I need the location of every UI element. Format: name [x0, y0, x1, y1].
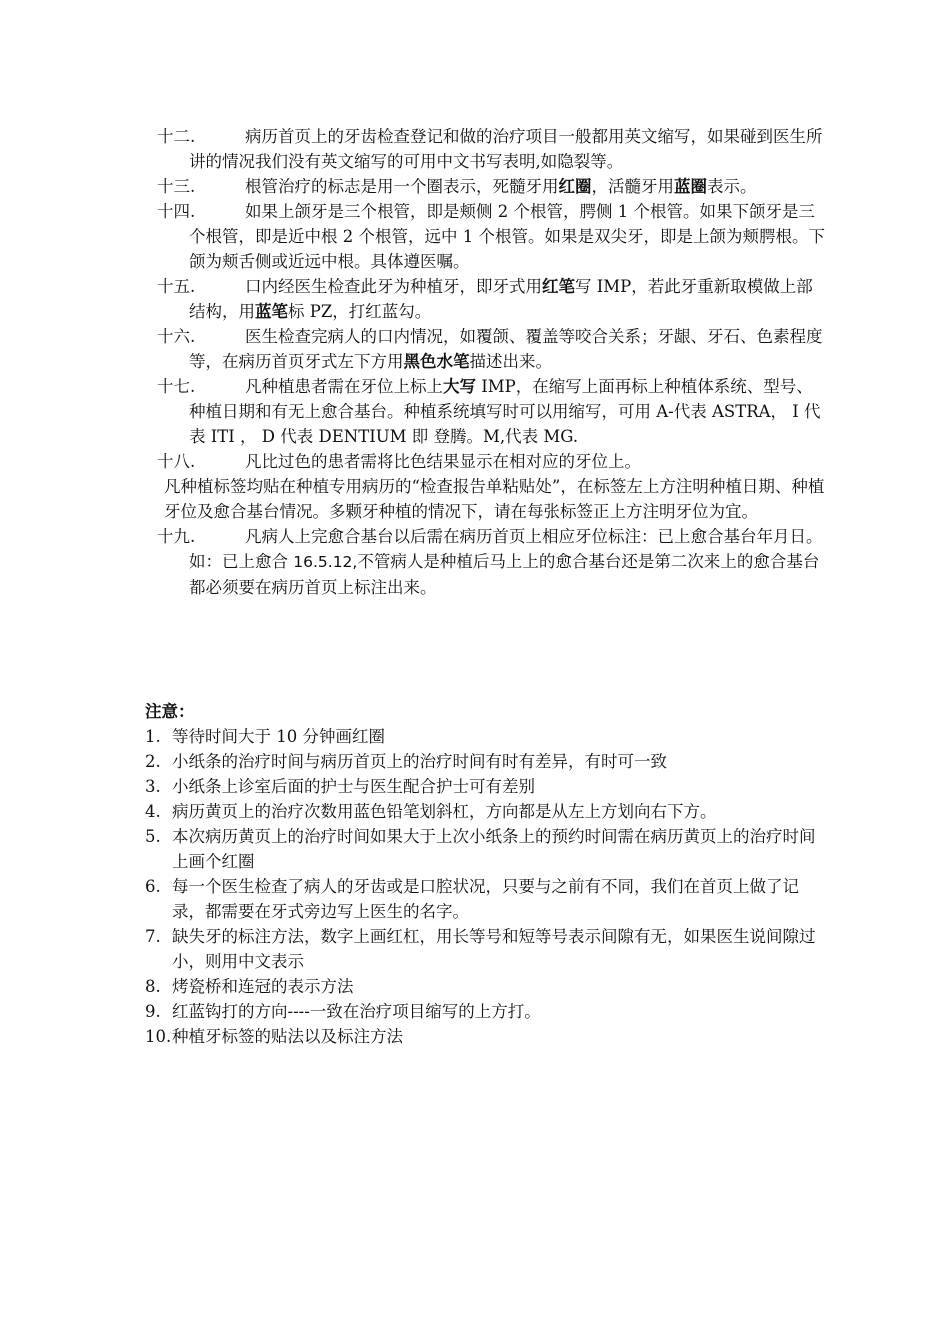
notes-section [145, 699, 825, 1049]
item-15 [157, 274, 825, 324]
note-item [145, 974, 825, 999]
item-18 [157, 449, 825, 474]
note-number: 10. [145, 1027, 172, 1046]
item-19 [157, 524, 825, 600]
note-text: 红蓝钩打的方向----一致在治疗项目缩写的上方打。 [172, 1002, 541, 1021]
note-text: 种植牙标签的贴法以及标注方法 [172, 1027, 403, 1046]
item-text: 描述出来。 [469, 352, 552, 371]
item-text: 凡种植患者需在牙位上标上 [245, 377, 443, 396]
item-number: 十九. [157, 527, 196, 546]
item-text: IMP，在缩写上面再标上种植体系统、型号、种植日期和有无上愈合基台。种植系统填写时可以用缩写，可用 A-代表 ASTRA， I 代表 ITI ， D 代表 DENTIUM 即 登腾。M,代表 MG. [189, 377, 821, 446]
numbered-items [157, 124, 825, 600]
note-number: 7. [145, 927, 161, 946]
note-text: 本次病历黄页上的治疗时间如果大于上次小纸条上的预约时间需在病历黄页上的治疗时间上画个红圈 [172, 827, 816, 871]
black-pen-keyword: 黑色水笔 [403, 352, 470, 371]
item-number: 十六. [157, 327, 196, 346]
item-text: 如果上颌牙是三个根管，即是颊侧 2 个根管，腭侧 1 个根管。如果下颌牙是三个根管，即是近中根 2 个根管，远中 1 个根管。如果是双尖牙，即是上颌为颊腭根。下颌为颊舌侧或近远中根。具体遵医嘱。 [189, 202, 825, 271]
note-item [145, 799, 825, 824]
note-text: 烤瓷桥和连冠的表示方法 [172, 977, 354, 996]
note-text: 小纸条上诊室后面的护士与医生配合护士可有差别 [172, 777, 535, 796]
item-14 [157, 199, 825, 274]
note-number: 9. [145, 1002, 161, 1021]
notes-title: 注意： [145, 702, 195, 721]
note-item [145, 999, 825, 1024]
note-item [145, 824, 825, 874]
note-item [145, 924, 825, 974]
item-text: 医生检查完病人的口内情况，如覆颌、覆盖等咬合关系；牙龈、牙石、色素程度等，在病历首页牙式左下方用 [189, 327, 823, 371]
item-text: 口内经医生检查此牙为种植牙，即牙式用 [245, 277, 542, 296]
item-number: 十七. [157, 377, 196, 396]
red-circle-keyword: 红圈 [558, 177, 592, 196]
note-number: 8. [145, 977, 161, 996]
item-number: 十二. [157, 127, 196, 146]
blue-circle-keyword: 蓝圈 [674, 177, 707, 196]
item-date: 16.5.12, [293, 553, 358, 571]
note-number: 2. [145, 752, 161, 771]
note-text: 缺失牙的标注方法，数字上画红杠，用长等号和短等号表示间隙有无，如果医生说间隙过小，则用中文表示 [172, 927, 816, 971]
item-text: 根管治疗的标志是用一个圈表示，死髓牙用 [245, 177, 559, 196]
item-number: 十八. [157, 452, 196, 471]
note-item [145, 724, 825, 749]
note-number: 5. [145, 827, 161, 846]
item-text: 凡比过色的患者需将比色结果显示在相对应的牙位上。 [245, 452, 641, 471]
item-text: 凡病人上完愈合基台以后需在病历首页上相应牙位标注：已上愈合基台年月日。如：已上愈合 [189, 527, 823, 571]
note-text: 每一个医生检查了病人的牙齿或是口腔状况，只要与之前有不同，我们在首页上做了记录，都需要在牙式旁边写上医生的名字。 [172, 877, 799, 921]
item-17 [157, 374, 825, 449]
item-number: 十五. [157, 277, 196, 296]
item-number: 十三. [157, 177, 196, 196]
item-number: 十四. [157, 202, 196, 221]
note-number: 4. [145, 802, 161, 821]
item-text: 病历首页上的牙齿检查登记和做的治疗项目一般都用英文缩写，如果碰到医生所讲的情况我们没有英文缩写的可用中文书写表明,如隐裂等。 [189, 127, 823, 171]
note-item [145, 1024, 825, 1049]
note-number: 3. [145, 777, 161, 796]
item-text: 标 PZ，打红蓝勾。 [288, 302, 432, 321]
item-text: 写 IMP，若此牙重新取模做上部结构，用 [189, 277, 813, 321]
item-16 [157, 324, 825, 374]
note-text: 病历黄页上的治疗次数用蓝色铅笔划斜杠，方向都是从左上方划向右下方。 [172, 802, 717, 821]
item-12 [157, 124, 825, 174]
note-item [145, 774, 825, 799]
note-item [145, 874, 825, 924]
note-number: 6. [145, 877, 161, 896]
note-text: 小纸条的治疗时间与病历首页上的治疗时间有时有差异，有时可一致 [172, 752, 667, 771]
uppercase-keyword: 大写 [443, 377, 476, 396]
blue-pen-keyword: 蓝笔 [255, 302, 288, 321]
item-13 [157, 174, 825, 199]
note-item [145, 749, 825, 774]
note-number: 1. [145, 727, 161, 746]
red-pen-keyword: 红笔 [542, 277, 575, 296]
note-text: 等待时间大于 10 分钟画红圈 [172, 727, 385, 746]
implant-label-paragraph: 凡种植标签均贴在种植专用病历的“检查报告单粘贴处”，在标签左上方注明种植日期、种植牙位及愈合基台情况。多颗牙种植的情况下，请在每张标签正上方注明牙位为宜。 [164, 477, 825, 521]
item-text: ，活髓牙用 [591, 177, 674, 196]
item-text: 表示。 [707, 177, 757, 196]
item-text: 不管病人是种植后马上上的愈合基台还是第二次来上的愈合基台都必须要在病历首页上标注出来。 [189, 552, 820, 597]
